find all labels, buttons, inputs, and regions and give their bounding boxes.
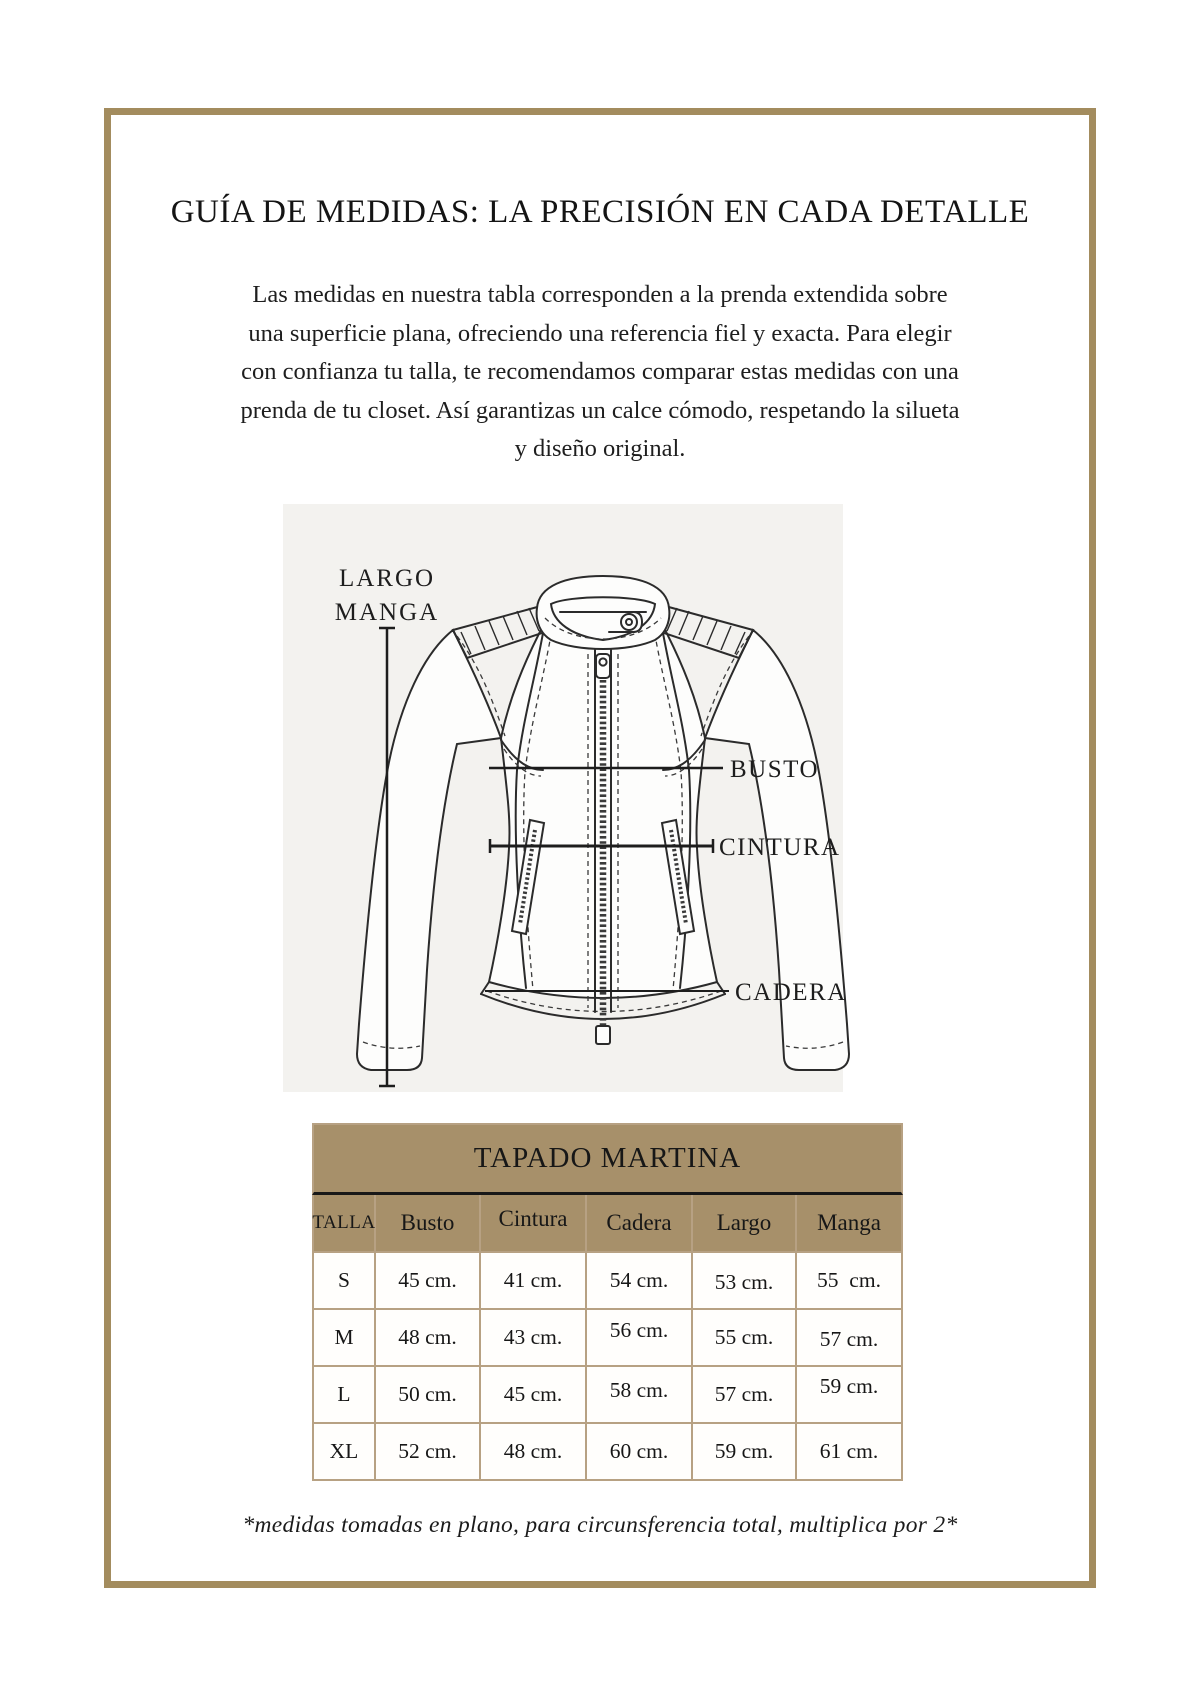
size-cell: 59 cm. [795,1365,901,1422]
col-header-busto: Busto [374,1195,479,1251]
intro-line: con confianza tu talla, te recomendamos comparar estas medidas con una [241,358,959,385]
size-cell: 56 cm. [585,1308,691,1365]
size-cell: 55 cm. [795,1251,901,1308]
intro-line: Las medidas en nuestra tabla corresponden a la prenda extendida sobre [252,281,948,308]
waist-label: CINTURA [719,834,841,861]
size-table-title: TAPADO MARTINA [312,1123,903,1195]
size-cell: XL [314,1422,374,1479]
jacket-measurement-diagram [283,504,847,1092]
intro-line: una superficie plana, ofreciendo una referencia fiel y exacta. Para elegir [248,319,952,347]
size-cell: 45 cm. [479,1365,585,1422]
measurement-footnote: *medidas tomadas en plano, para circunsferencia total, multiplica por 2* [242,1512,958,1538]
size-cell: 50 cm. [374,1365,479,1422]
size-cell: 43 cm. [479,1308,585,1365]
size-cell: 53 cm. [691,1251,795,1308]
size-cell: 55 cm. [691,1308,795,1365]
size-cell: 48 cm. [479,1422,585,1479]
hip-label: CADERA [735,979,847,1006]
size-cell: 57 cm. [691,1365,795,1422]
size-cell: S [314,1251,374,1308]
size-cell: 48 cm. [374,1308,479,1365]
bust-label: BUSTO [730,756,820,783]
size-table-grid [312,1195,903,1481]
intro-line: y diseño original. [514,435,686,462]
sleeve-length-label-line1: LARGO [338,565,436,592]
jacket-technical-drawing [283,504,847,1092]
size-cell: 60 cm. [585,1422,691,1479]
size-cell: L [314,1365,374,1422]
intro-line: prenda de tu closet. Así garantizas un calce cómodo, respetando la silueta [240,396,960,424]
size-cell: 59 cm. [691,1422,795,1479]
col-header-talla: TALLA [314,1195,374,1251]
size-cell: 61 cm. [795,1422,901,1479]
col-header-cintura: Cintura [479,1195,585,1251]
size-cell: 41 cm. [479,1251,585,1308]
sleeve-length-label-line2: MANGA [334,599,440,626]
size-cell: 54 cm. [585,1251,691,1308]
size-cell: 45 cm. [374,1251,479,1308]
size-cell: 52 cm. [374,1422,479,1479]
collar [537,576,670,649]
col-header-largo: Largo [691,1195,795,1251]
intro-paragraph [104,276,1096,469]
col-header-cadera: Cadera [585,1195,691,1251]
col-header-manga: Manga [795,1195,901,1251]
page-title: GUÍA DE MEDIDAS: LA PRECISIÓN EN CADA DETALLE [170,194,1030,230]
size-cell: M [314,1308,374,1365]
size-cell: 58 cm. [585,1365,691,1422]
size-table [312,1123,903,1481]
size-cell: 57 cm. [795,1308,901,1365]
